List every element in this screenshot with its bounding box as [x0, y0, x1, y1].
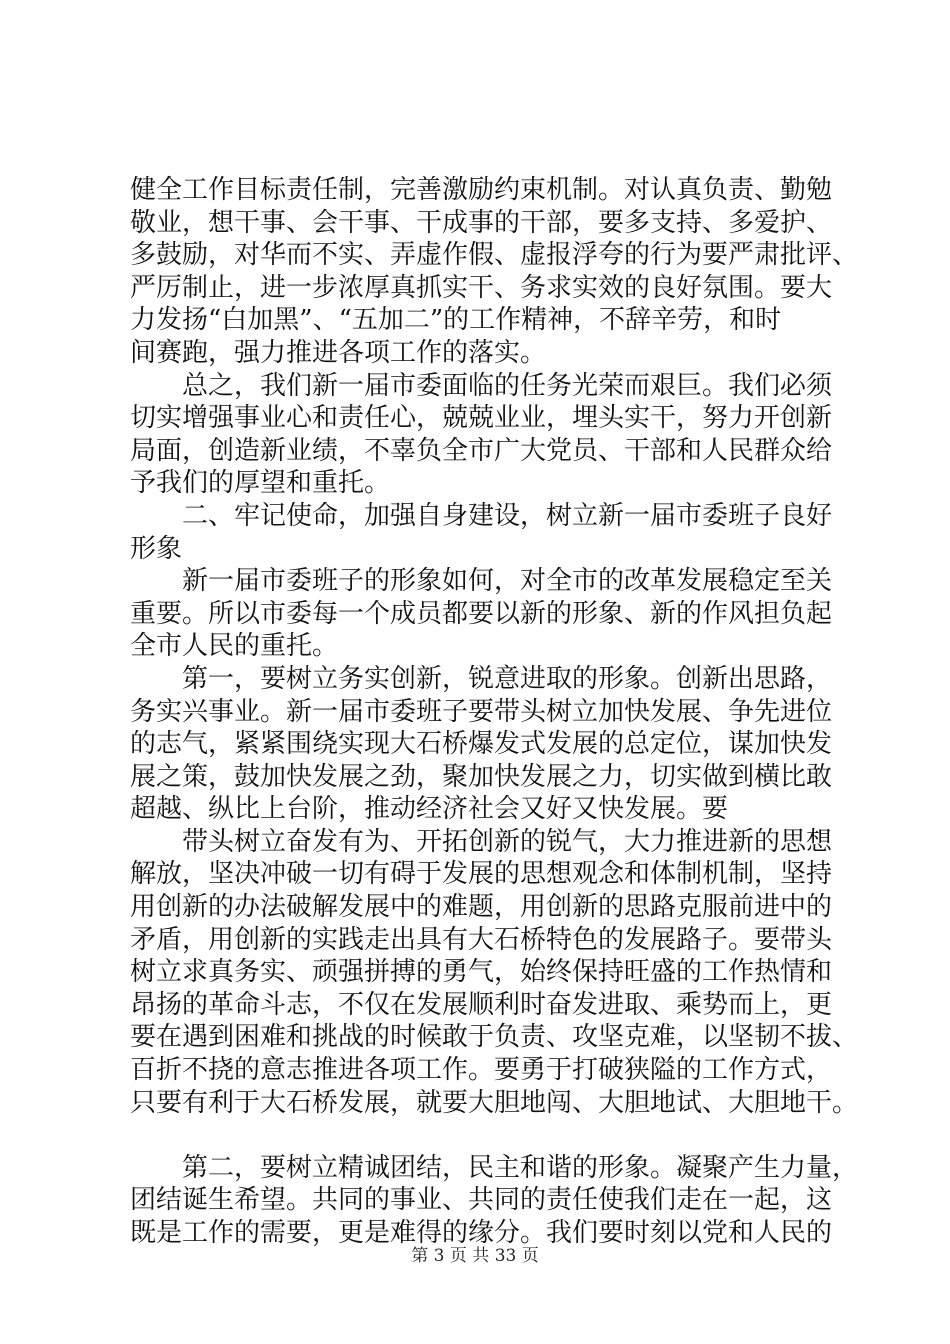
text-line: 要在遇到困难和挑战的时候敢于负责、攻坚克难，以坚韧不拔、: [130, 1022, 859, 1053]
section-heading-line: 形象: [130, 533, 183, 564]
text-line: 树立求真务实、顽强拼搏的勇气，始终保持旺盛的工作热情和: [130, 957, 833, 988]
text-line: 间赛跑，强力推进各项工作的落实。: [130, 337, 547, 368]
text-line: 团结诞生希望。共同的事业、共同的责任使我们走在一起，这: [130, 1185, 833, 1216]
text-line: 的志气，紧紧围绕实现大石桥爆发式发展的总定位，谋加快发: [130, 729, 833, 760]
text-line: 健全工作目标责任制，完善激励约束机制。对认真负责、勤勉: [130, 175, 833, 205]
text-line: 矛盾，用创新的实践走出具有大石桥特色的发展路子。要带头: [130, 924, 833, 955]
text-line: 重要。所以市委每一个成员都要以新的形象、新的作风担负起: [130, 598, 833, 629]
blank-line: [130, 1119, 830, 1152]
text-line: 昂扬的革命斗志，不仅在发展顺利时奋发进取、乘势而上，更: [130, 989, 833, 1020]
text-line: 带头树立奋发有为、开拓创新的锐气，大力推进新的思想: [182, 826, 833, 857]
text-line: 第二，要树立精诚团结，民主和谐的形象。凝聚产生力量，: [182, 1152, 859, 1183]
text-line: 展之策，鼓加快发展之劲，聚加快发展之力，切实做到横比敢: [130, 761, 833, 792]
text-line: 敬业，想干事、会干事、干成事的干部，要多支持、多爱护、: [130, 207, 833, 238]
section-heading-line: 二、牢记使命，加强自身建设，树立新一届市委班子良好: [182, 500, 833, 531]
text-line: 第一，要树立务实创新，锐意进取的形象。创新出思路，: [182, 663, 833, 694]
text-line: 严厉制止，进一步浓厚真抓实干、务求实效的良好氛围。要大: [130, 272, 833, 303]
text-line: 新一届市委班子的形象如何，对全市的改革发展稳定至关: [182, 566, 833, 597]
text-line: 总之，我们新一届市委面临的任务光荣而艰巨。我们必须: [182, 370, 833, 401]
text-line: 全市人民的重托。: [130, 631, 339, 662]
text-line: 力发扬“白加黑”、“五加二”的工作精神，不辞辛劳，和时: [130, 305, 782, 336]
text-line: 用创新的办法破解发展中的难题，用创新的思路克服前进中的: [130, 892, 833, 923]
text-line: 超越、纵比上台阶，推动经济社会又好又快发展。要: [130, 794, 729, 825]
text-line: 解放，坚决冲破一切有碍于发展的思想观念和体制机制，坚持: [130, 859, 833, 890]
text-line: 既是工作的需要，更是难得的缘分。我们要时刻以党和人民的: [130, 1218, 833, 1248]
text-line: 局面，创造新业绩，不辜负全市广大党员、干部和人民群众给: [130, 435, 833, 466]
text-line: 多鼓励，对华而不实、弄虚作假、虚报浮夸的行为要严肃批评、: [130, 240, 859, 271]
page-number-footer: 第 3 页 共 33 页: [411, 1246, 539, 1266]
text-line: 切实增强事业心和责任心，兢兢业业，埋头实干，努力开创新: [130, 403, 833, 434]
body-text: [130, 174, 859, 1250]
text-line: 务实兴事业。新一届市委班子要带头树立加快发展、争先进位: [130, 696, 833, 727]
text-line: 只要有利于大石桥发展，就要大胆地闯、大胆地试、大胆地干。: [130, 1087, 859, 1118]
text-line: 予我们的厚望和重托。: [130, 468, 391, 499]
text-line: 百折不挠的意志推进各项工作。要勇于打破狭隘的工作方式，: [130, 1055, 833, 1086]
